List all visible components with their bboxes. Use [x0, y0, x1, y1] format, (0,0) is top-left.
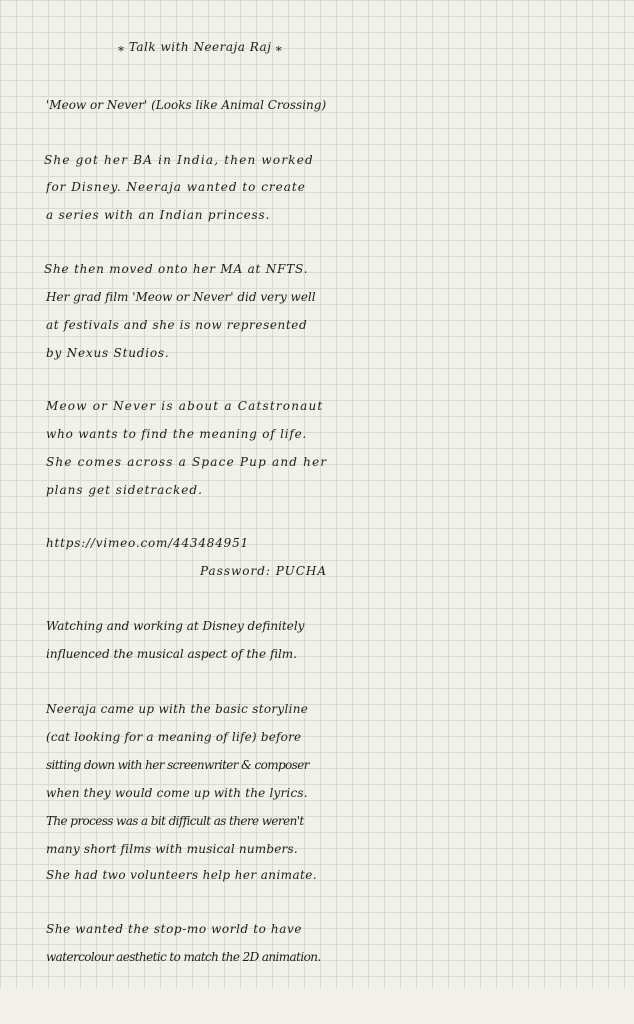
note-line: Her grad film 'Meow or Never' did very well: [46, 290, 316, 304]
password-line: Password: PUCHA: [200, 564, 328, 578]
note-line: She then moved onto her MA at NFTS.: [44, 262, 309, 276]
note-line: Neeraja came up with the basic storyline: [46, 702, 309, 716]
page-bottom-margin: [0, 988, 634, 1024]
note-line: many short films with musical numbers.: [46, 842, 298, 856]
note-line: by Nexus Studios.: [46, 346, 170, 360]
note-line: 'Meow or Never' (Looks like Animal Crossing): [46, 98, 327, 112]
note-line: She had two volunteers help her animate.: [46, 868, 317, 882]
note-line: The process was a bit difficult as there weren't: [46, 814, 304, 828]
vimeo-link[interactable]: https://vimeo.com/443484951: [46, 536, 249, 550]
note-line: (cat looking for a meaning of life) before: [46, 730, 302, 744]
note-line: She comes across a Space Pup and her: [46, 455, 328, 469]
note-line: who wants to find the meaning of life.: [46, 427, 308, 441]
note-line: influenced the musical aspect of the film.: [46, 647, 297, 661]
note-line: Meow or Never is about a Catstronaut: [46, 399, 324, 413]
note-title: ⁎ Talk with Neeraja Raj ⁎: [118, 40, 283, 54]
note-line: She wanted the stop-mo world to have: [46, 922, 303, 936]
note-line: a series with an Indian princess.: [46, 208, 271, 222]
note-line: Watching and working at Disney definitely: [46, 619, 305, 633]
note-line: at festivals and she is now represented: [46, 318, 308, 332]
note-line: when they would come up with the lyrics.: [46, 786, 308, 800]
note-line: plans get sidetracked.: [46, 483, 203, 497]
note-line: watercolour aesthetic to match the 2D animation.: [46, 950, 321, 964]
note-line: sitting down with her screenwriter & composer: [46, 758, 309, 772]
note-line: for Disney. Neeraja wanted to create: [46, 180, 306, 194]
note-line: She got her BA in India, then worked: [44, 153, 314, 167]
